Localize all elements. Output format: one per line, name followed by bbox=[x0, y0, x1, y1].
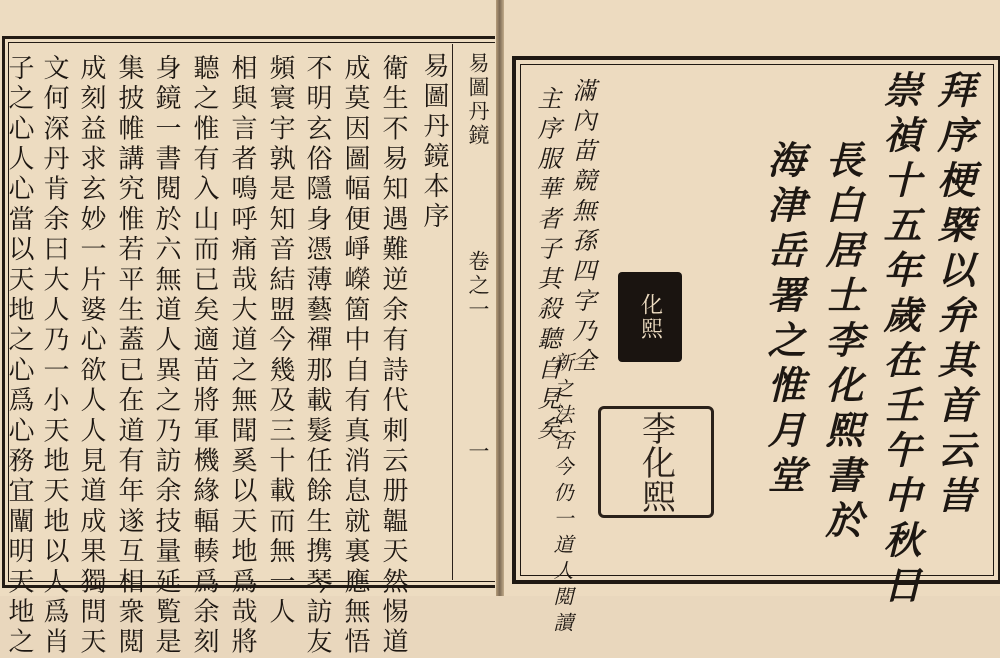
banxin-page-number: 一 bbox=[466, 440, 490, 464]
outlined-seal-stamp bbox=[598, 406, 714, 518]
calligraphy-column-1: 拜序梗槩以弁其首云旹 bbox=[931, 70, 976, 520]
text-column-6: 聽之惟有入山而已矣適苗將軍機緣輻輳爲余刻 bbox=[189, 54, 219, 658]
square-seal-stamp bbox=[618, 272, 682, 362]
left-page bbox=[0, 0, 496, 658]
text-column-11: 子之心人心當以天地之心爲心務宜闡明天地之 bbox=[4, 54, 34, 658]
annotation-column-1: 滿內苗競無孫四字乃全 bbox=[568, 78, 596, 378]
calligraphy-column-4: 海津岳署之惟月堂 bbox=[761, 140, 806, 500]
text-column-9: 成刻益求玄妙一片婆心欲人人見道成果獨問天 bbox=[76, 54, 106, 658]
annotation-column-2: 主序服華者子其殺聽自見矣 bbox=[533, 86, 561, 446]
banxin-volume: 卷之一 bbox=[466, 250, 490, 322]
calligraphy-column-2: 崇禎十五年歲在壬午中秋日 bbox=[877, 70, 922, 610]
banxin-title: 易圖丹鏡 bbox=[466, 52, 490, 148]
text-column-7: 身鏡一書閱於六無道人異之乃訪余技量延覧是 bbox=[151, 54, 181, 658]
text-column-8: 集披帷講究惟若平生蓋已在道有年遂互相衆閲 bbox=[114, 54, 144, 658]
text-column-3: 不明玄俗隱身憑薄藝禪那載髮任餘生携琴訪友 bbox=[302, 54, 332, 658]
preface-heading: 易圖丹鏡本序 bbox=[419, 52, 449, 232]
text-column-2: 成莫因圖幅便崢嶸箇中自有真消息就裏應無悟 bbox=[340, 54, 370, 658]
book-gutter bbox=[496, 0, 504, 596]
text-column-10: 文何深丹肯余曰大人乃一小天地天地以人爲肖 bbox=[39, 54, 69, 658]
text-column-5: 相與言者鳴呼痛哉大道之無聞奚以天地爲哉將 bbox=[227, 54, 257, 658]
text-column-1: 衛生不易知遇難逆余有詩代刺云册韞天然惕道 bbox=[378, 54, 408, 658]
square-seal-text: 化熙 bbox=[637, 293, 663, 341]
annotation-column-3: 新之法否今仍一道人閲讀 bbox=[550, 352, 574, 638]
text-column-4: 頻寰宇孰是知音結盟今幾及三十載而無一人 bbox=[265, 54, 295, 628]
outlined-seal-text: 李化熙 bbox=[635, 411, 676, 513]
calligraphy-column-3: 長白居士李化熙書於 bbox=[819, 140, 864, 545]
